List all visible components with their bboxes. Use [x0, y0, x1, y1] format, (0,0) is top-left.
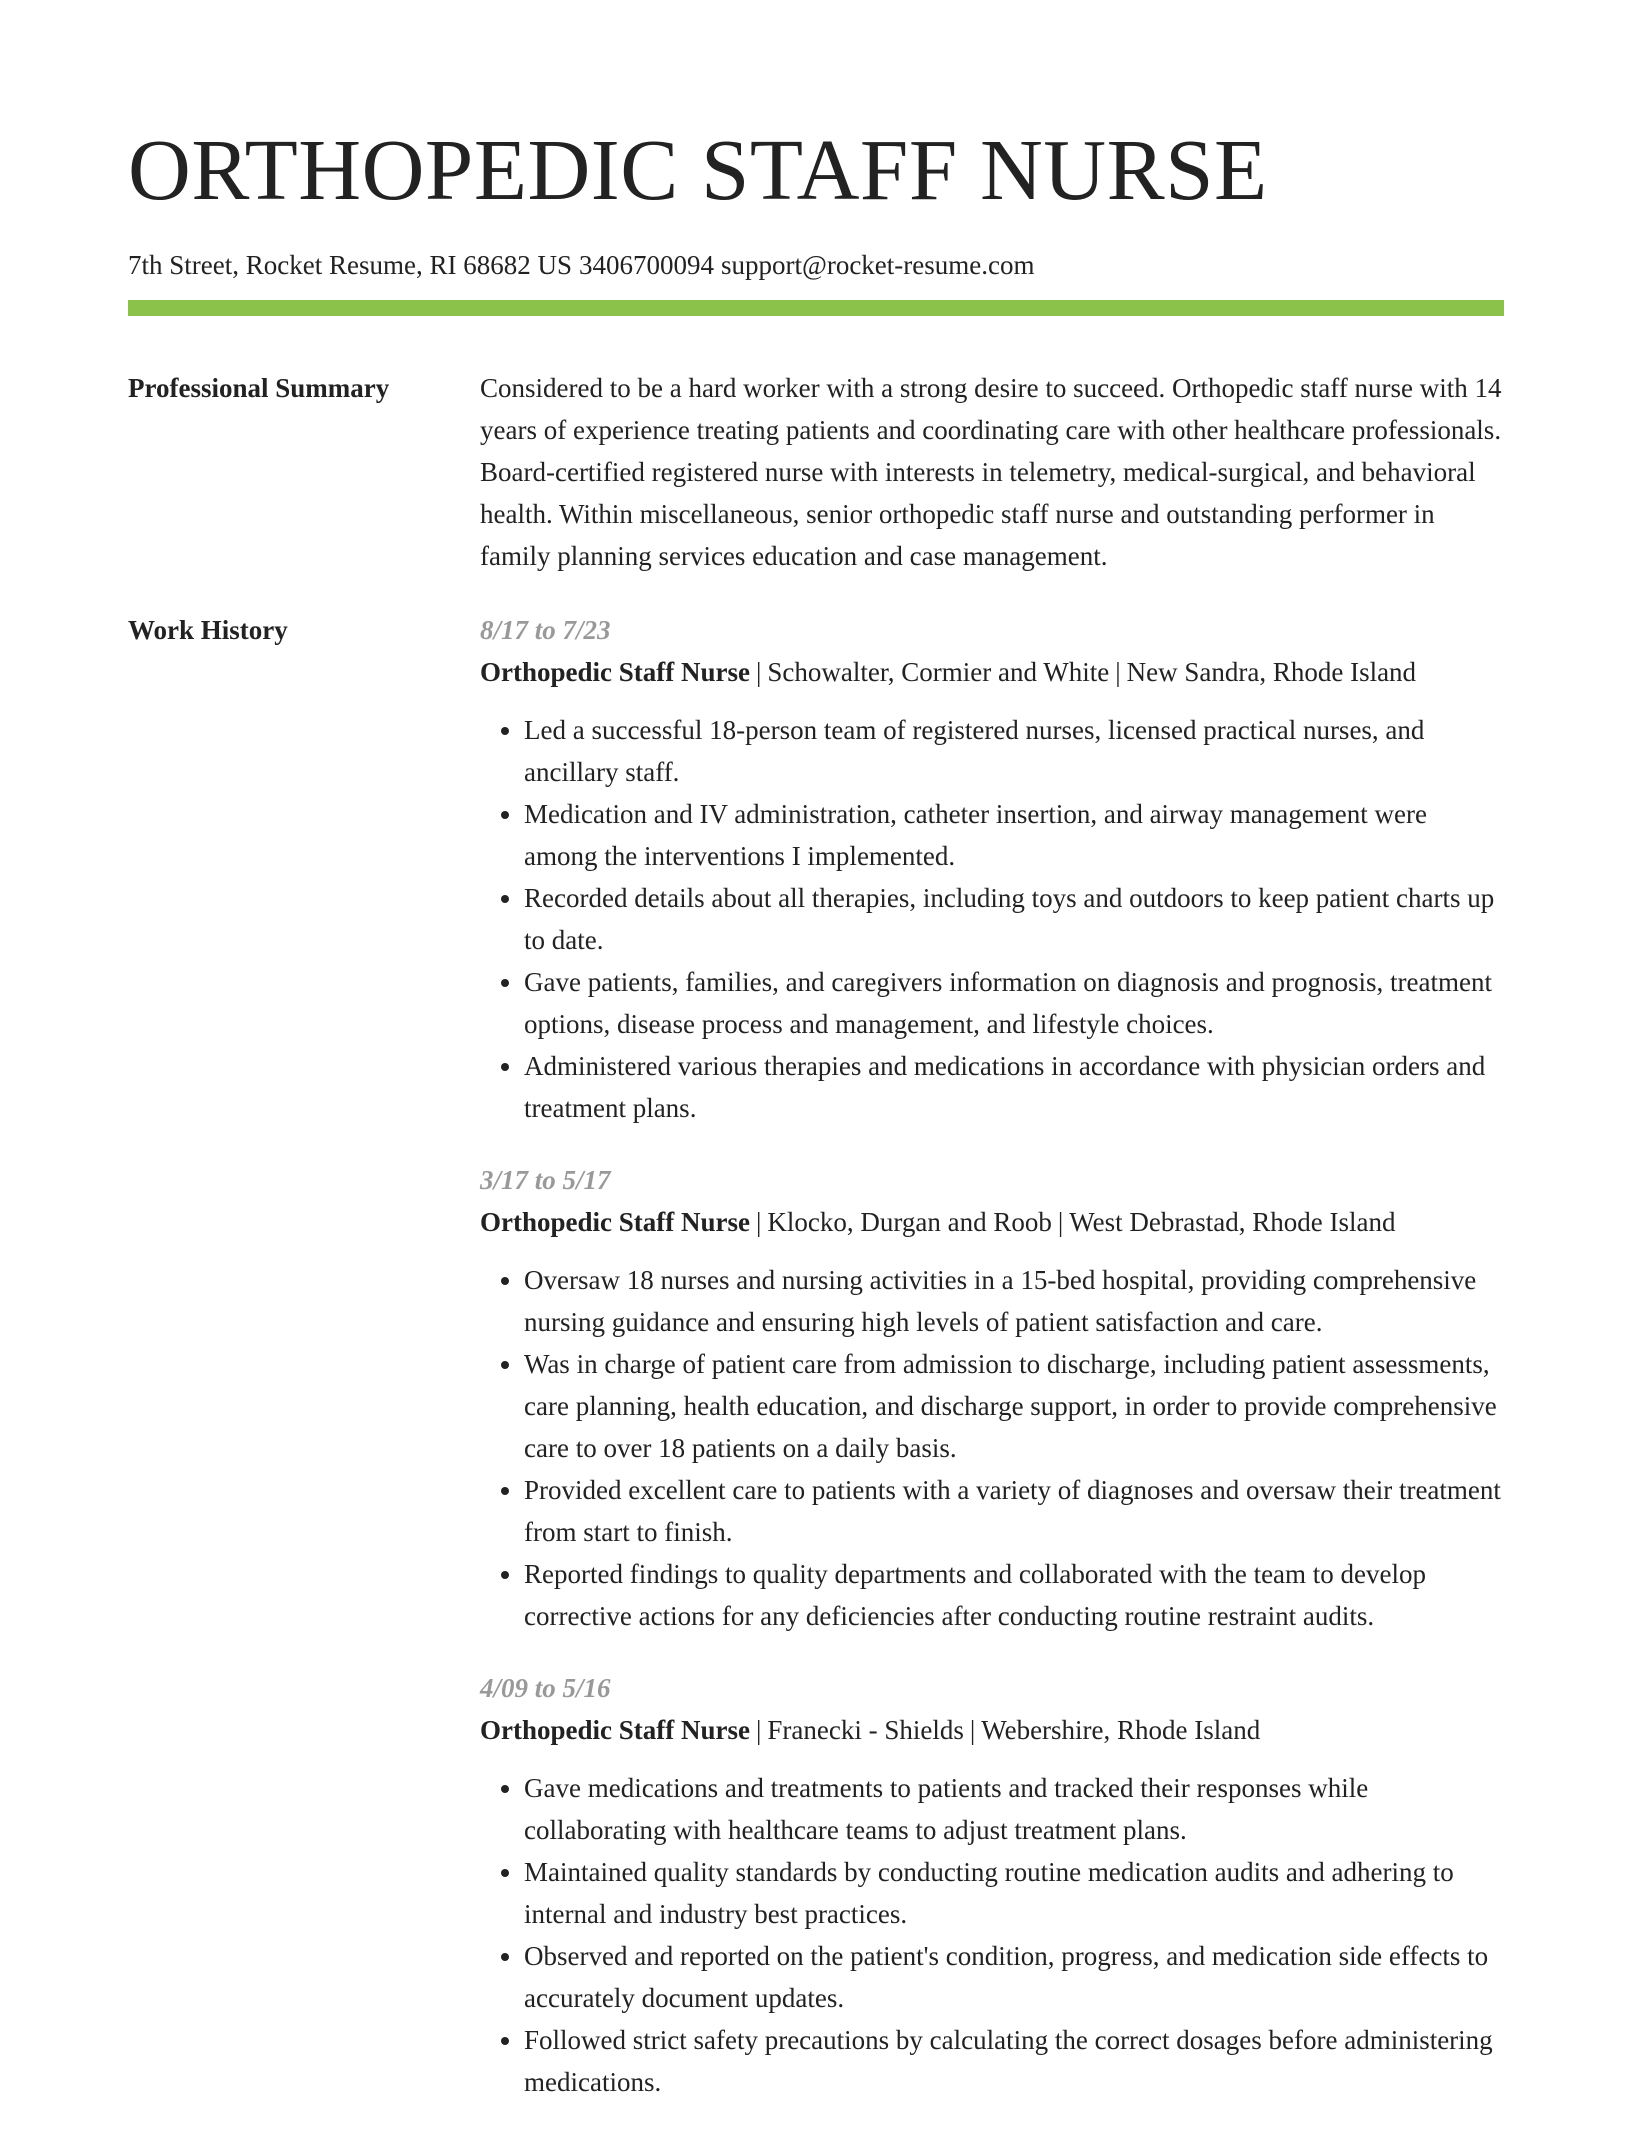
job-company: Klocko, Durgan and Roob	[767, 1207, 1052, 1237]
job-dates: 3/17 to 5/17	[480, 1165, 611, 1195]
job-dates: 4/09 to 5/16	[480, 1673, 611, 1703]
job-separator: |	[755, 1207, 762, 1237]
job-entry	[480, 1667, 1504, 2103]
job-separator: |	[1115, 657, 1121, 687]
job-bullets	[480, 709, 1504, 1129]
job-separator: |	[969, 1715, 976, 1745]
summary-heading: Professional Summary	[128, 373, 390, 403]
job-title: Orthopedic Staff Nurse	[480, 657, 750, 687]
job-bullet: • Provided excellent care to patients with a variety of diagnoses and oversaw their treatment from start to finish.	[524, 1469, 1504, 1553]
job-separator: |	[755, 1715, 762, 1745]
job-bullet: • Recorded details about all therapies, including toys and outdoors to keep patient charts up to date.	[524, 877, 1504, 961]
contact-email[interactable]: support@rocket-resume.com	[720, 250, 1035, 280]
job-header	[480, 1709, 1504, 1751]
job-entry	[480, 609, 1504, 1129]
job-bullet: • Gave patients, families, and caregivers information on diagnosis and prognosis, treatment options, disease process and management, and lifestyle choices.	[524, 961, 1504, 1045]
job-location: New Sandra, Rhode Island	[1126, 657, 1417, 687]
job-bullet: • Oversaw 18 nurses and nursing activities in a 15-bed hospital, providing comprehensive nursing guidance and ensuring high levels of patient satisfaction and care.	[524, 1259, 1504, 1343]
job-header	[480, 651, 1504, 693]
job-bullets	[480, 1259, 1504, 1637]
job-title: Orthopedic Staff Nurse	[480, 1207, 750, 1237]
job-title: Orthopedic Staff Nurse	[480, 1715, 750, 1745]
job-separator: |	[1057, 1207, 1064, 1237]
job-bullets	[480, 1767, 1504, 2103]
job-bullet: • Was in charge of patient care from admission to discharge, including patient assessments, care planning, health education, and discharge support, in order to provide comprehensive care to over 18 patients on a daily basis.	[524, 1343, 1504, 1469]
contact-phone: 3406700094	[578, 250, 714, 280]
job-bullet: • Followed strict safety precautions by calculating the correct dosages before administering medications.	[524, 2019, 1504, 2103]
job-header	[480, 1201, 1504, 1243]
job-bullet: • Maintained quality standards by conducting routine medication audits and adhering to internal and industry best practices.	[524, 1851, 1504, 1935]
job-bullet: • Observed and reported on the patient's condition, progress, and medication side effects to accurately document updates.	[524, 1935, 1504, 2019]
summary-text: Considered to be a hard worker with a strong desire to succeed. Orthopedic staff nurse with 14 years of experience treating patients and coordinating care with other healthcare professionals. Board-certified registered nurse with interests in telemetry, medical-surgical, and behavioral health. Within miscellaneous, senior orthopedic staff nurse and outstanding performer in family planning services education and case management.	[480, 373, 1502, 571]
contact-address: 7th Street, Rocket Resume, RI 68682 US	[128, 250, 572, 280]
job-bullet: • Reported findings to quality departments and collaborated with the team to develop corrective actions for any deficiencies after conducting routine restraint audits.	[524, 1553, 1504, 1637]
accent-divider	[128, 300, 1504, 316]
work-history-heading: Work History	[128, 615, 288, 645]
work-history-section	[128, 609, 1504, 2133]
job-bullet: • Gave medications and treatments to patients and tracked their responses while collaborating with healthcare teams to adjust treatment plans.	[524, 1767, 1504, 1851]
job-bullet: • Medication and IV administration, catheter insertion, and airway management were among the interventions I implemented.	[524, 793, 1504, 877]
job-entry	[480, 1159, 1504, 1637]
summary-section	[128, 367, 1504, 577]
work-history-list	[480, 609, 1504, 2133]
resume-page	[128, 0, 1504, 2133]
job-company: Schowalter, Cormier and White	[767, 657, 1110, 687]
contact-line	[128, 248, 1504, 282]
job-location: Webershire, Rhode Island	[981, 1715, 1261, 1745]
job-bullet: • Administered various therapies and medications in accordance with physician orders and treatment plans.	[524, 1045, 1504, 1129]
resume-title: ORTHOPEDIC STAFF NURSE	[128, 121, 1268, 218]
job-company: Franecki - Shields	[767, 1715, 964, 1745]
job-dates: 8/17 to 7/23	[480, 615, 611, 645]
job-location: West Debrastad, Rhode Island	[1069, 1207, 1396, 1237]
job-bullet: • Led a successful 18-person team of registered nurses, licensed practical nurses, and ancillary staff.	[524, 709, 1504, 793]
job-separator: |	[755, 657, 762, 687]
